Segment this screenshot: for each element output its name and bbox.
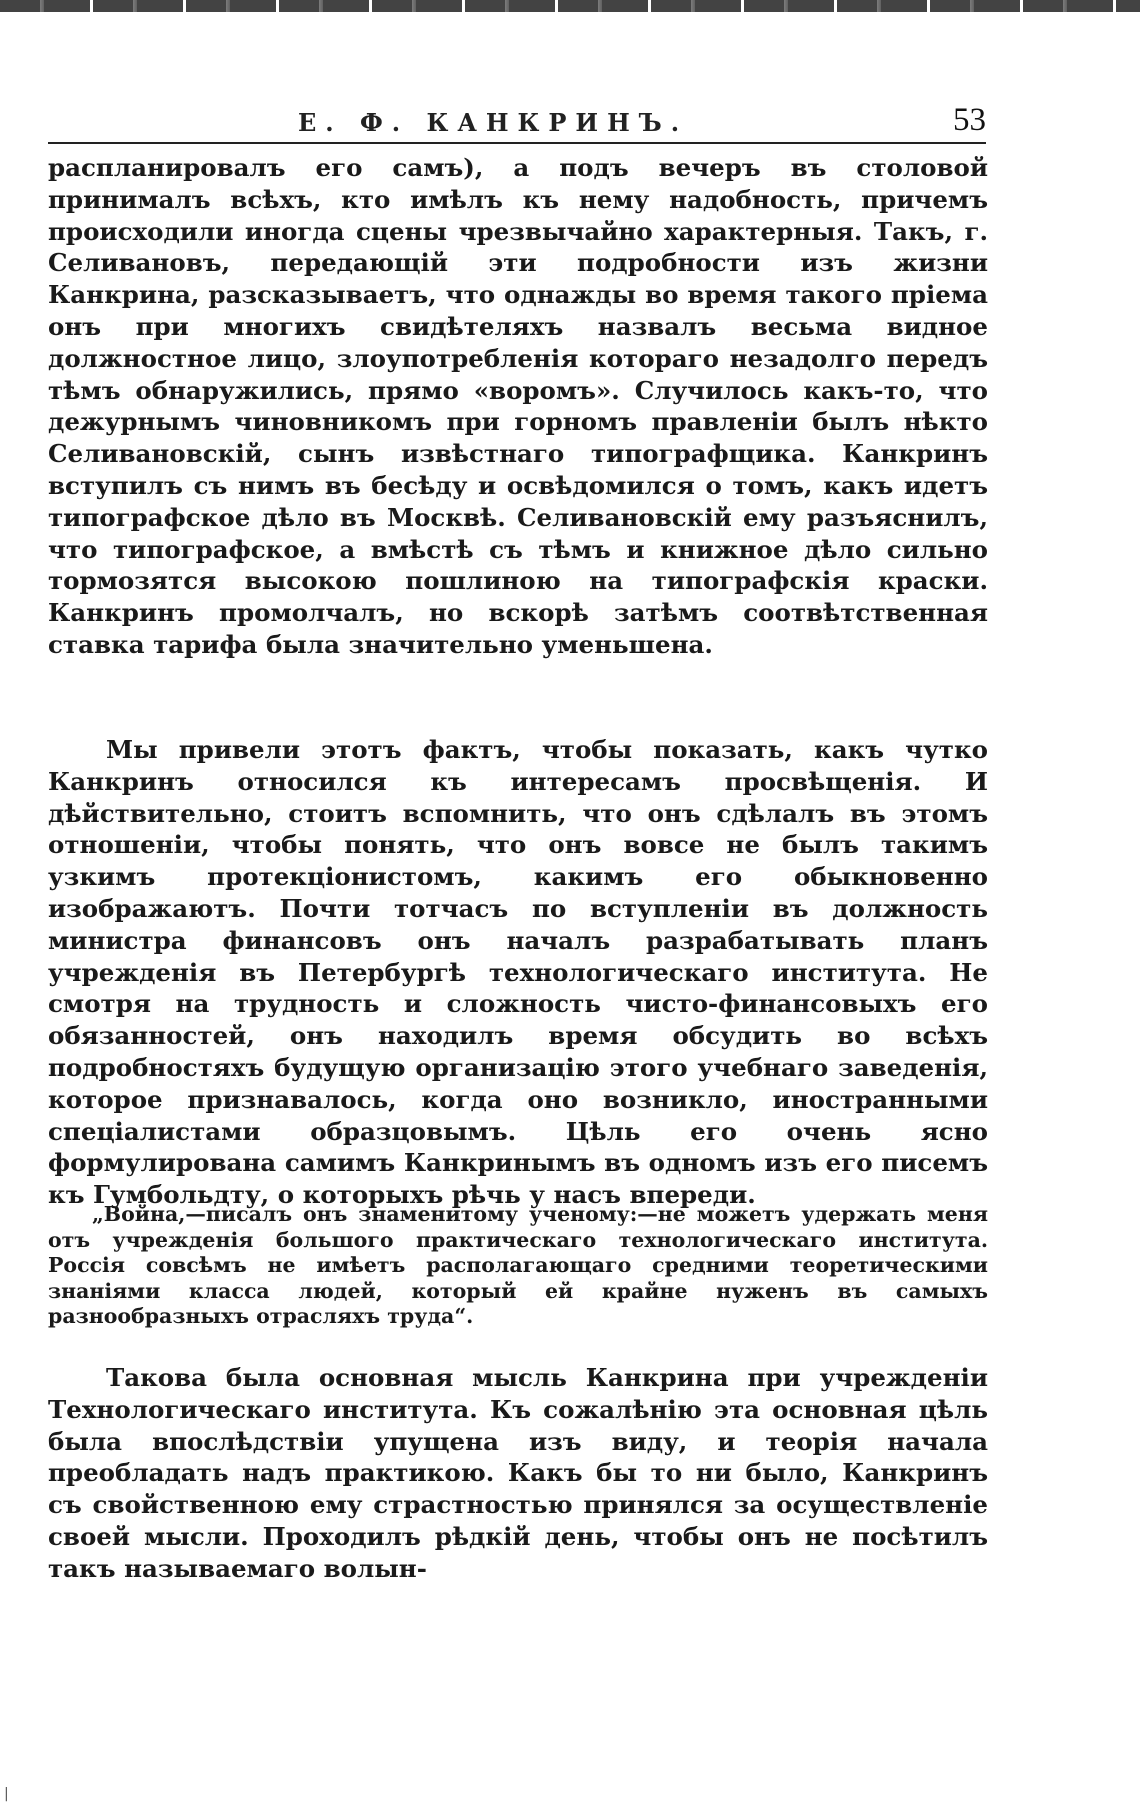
scan-margin-mark: |	[4, 1786, 9, 1802]
quotation-block: „Война,—писалъ онъ знаменитому ученому:—не можетъ удержать меня отъ учрежденія большого практическаго технологическаго института. Россія совсѣмъ не имѣетъ располагающаго средними теоретическими знаніями класса людей, который ей крайне нуженъ въ самыхъ разнообразныхъ отрасляхъ труда“.	[48, 1202, 988, 1328]
page-number: 53	[953, 102, 986, 138]
running-title: Е. Ф. КАНКРИНЪ.	[298, 108, 689, 137]
paragraph-2: Мы привели этотъ фактъ, чтобы показать, какъ чутко Канкринъ относился къ интересамъ просвѣщенія. И дѣйствительно, стоитъ вспомнить, что онъ сдѣлалъ въ этомъ отношеніи, чтобы понять, что онъ вовсе не былъ такимъ узкимъ протекціонистомъ, какимъ его обыкновенно изображаютъ. Почти тотчасъ по вступленіи въ должность министра финансовъ онъ началъ разрабатывать планъ учрежденія въ Петербургѣ технологическаго института. Не смотря на трудность и сложность чисто-финансовыхъ его обязанностей, онъ находилъ время обсудить во всѣхъ подробностяхъ будущую организацію этого учебнаго заведенія, которое признавалось, когда оно возникло, иностранными спеціалистами образцовымъ. Цѣль его очень ясно формулирована самимъ Канкринымъ въ одномъ изъ его писемъ къ Гумбольдту, о которыхъ рѣчь у насъ впереди.	[48, 735, 988, 1210]
paragraph-3: Такова была основная мысль Канкрина при учрежденіи Технологическаго института. Къ сожалѣнію эта основная цѣль была впослѣдствіи упущена изъ виду, и теорія начала преобладать надъ практикою. Какъ бы то ни было, Канкринъ съ свойственною ему страстностью принялся за осуществленіе своей мысли. Проходилъ рѣдкій день, чтобы онъ не посѣтилъ такъ называемаго волын-	[48, 1363, 988, 1583]
top-scan-border	[0, 0, 1140, 12]
page-header	[48, 100, 986, 144]
paragraph-1: распланировалъ его самъ), а подъ вечеръ въ столовой принималъ всѣхъ, кто имѣлъ къ нему надобность, причемъ происходили иногда сцены чрезвычайно характерныя. Такъ, г. Селивановъ, передающій эти подробности изъ жизни Канкрина, разсказываетъ, что однажды во время такого пріема онъ при многихъ свидѣтеляхъ назвалъ весьма видное должностное лицо, злоупотребленія котораго незадолго передъ тѣмъ обнаружились, прямо «воромъ». Случилось какъ-то, что дежурнымъ чиновникомъ при горномъ правленіи былъ нѣкто Селивановскій, сынъ извѣстнаго типографщика. Канкринъ вступилъ съ нимъ въ бесѣду и освѣдомился о томъ, какъ идетъ типографское дѣло въ Москвѣ. Селивановскій ему разъяснилъ, что типографское, а вмѣстѣ съ тѣмъ и книжное дѣло сильно тормозятся высокою пошлиною на типографскія краски. Канкринъ промолчалъ, но вскорѣ затѣмъ соотвѣтственная ставка тарифа была значительно уменьшена.	[48, 153, 988, 659]
page-body	[48, 152, 988, 1592]
